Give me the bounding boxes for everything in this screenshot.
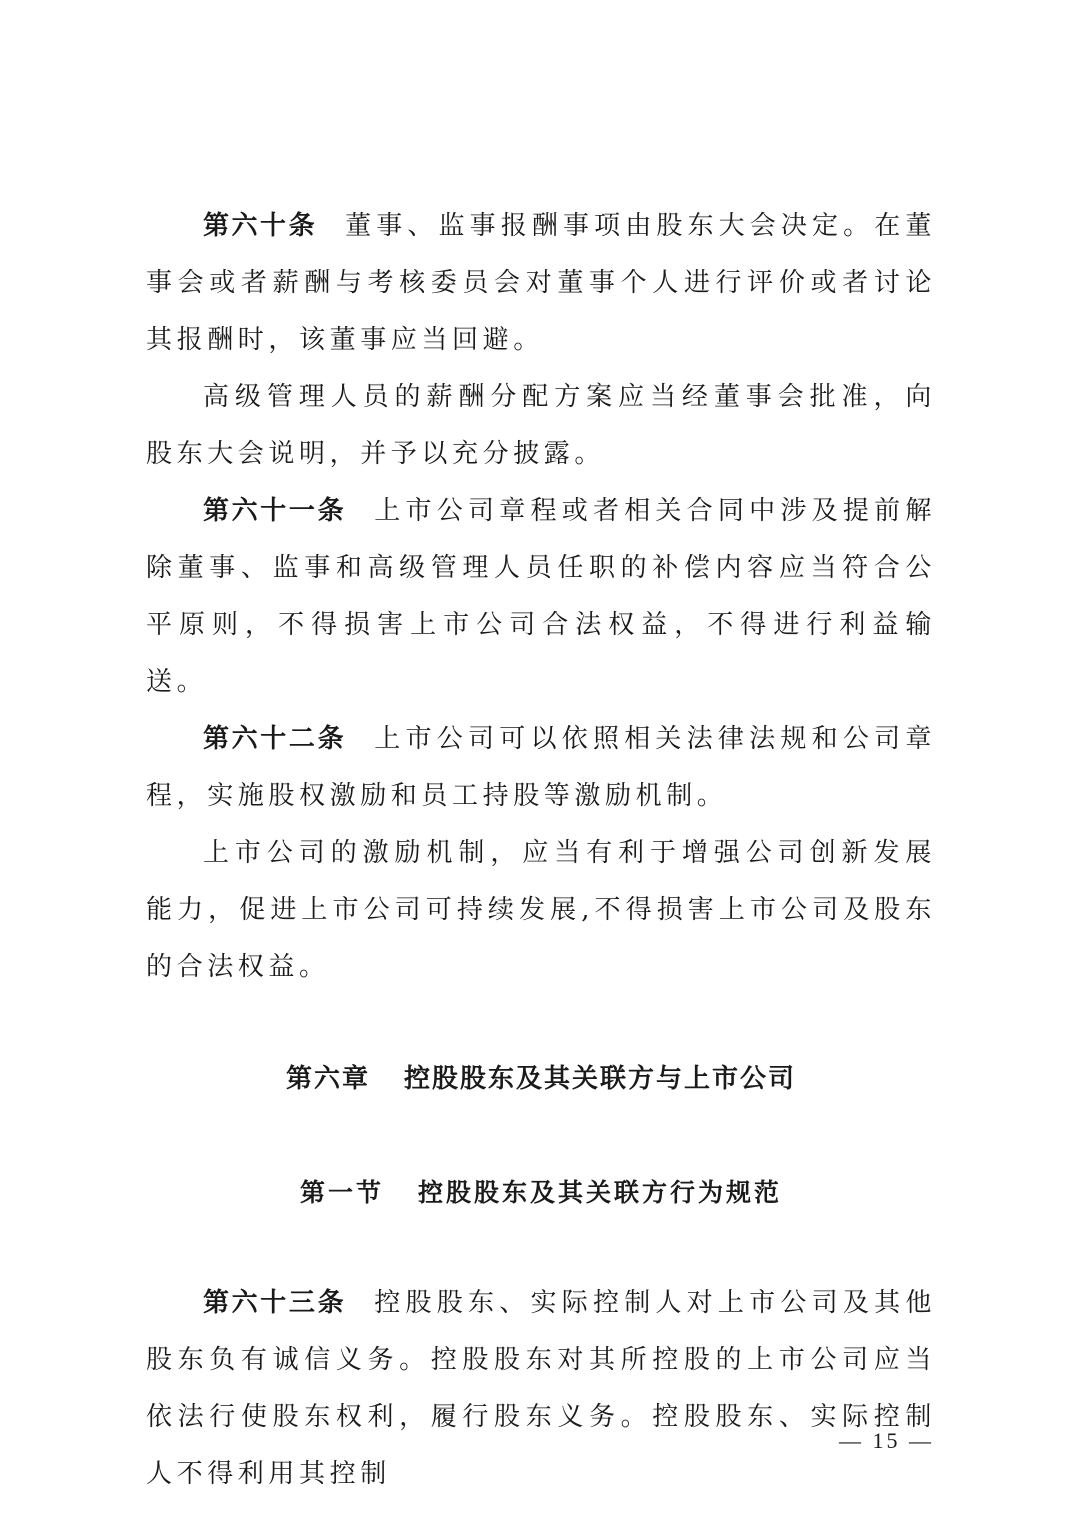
article-text: 董事、监事报酬事项由股东大会决定。在董事会或者薪酬与考核委员会对董事个人进行评价或者讨论其报酬时，该董事应当回避。	[146, 211, 936, 355]
article-label: 第六十三条	[203, 1288, 347, 1318]
page-number: — 15 —	[839, 1428, 934, 1453]
article-text: 上市公司可以依照相关法律法规和公司章程，实施股权激励和员工持股等激励机制。	[146, 724, 936, 811]
chapter-label: 第六章	[285, 1064, 370, 1094]
section-heading	[146, 1164, 936, 1221]
paragraph-text: 上市公司的激励机制，应当有利于增强公司创新发展能力，促进上市公司可持续发展,不得损害上市公司及股东的合法权益。	[146, 838, 936, 982]
chapter-heading	[146, 1051, 936, 1108]
article-text: 控股股东、实际控制人对上市公司及其他股东负有诚信义务。控股股东对其所控股的上市公司应当依法行使股东权利，履行股东义务。控股股东、实际控制人不得利用其控制	[146, 1288, 936, 1489]
article-62	[146, 711, 936, 825]
chapter-title: 控股股东及其关联方与上市公司	[404, 1064, 797, 1094]
article-63	[146, 1275, 936, 1503]
article-label: 第六十条	[203, 211, 318, 241]
article-label: 第六十一条	[203, 496, 347, 526]
section-title: 控股股东及其关联方行为规范	[418, 1178, 783, 1207]
paragraph-text: 高级管理人员的薪酬分配方案应当经董事会批准，向股东大会说明，并予以充分披露。	[146, 382, 936, 469]
article-61	[146, 483, 936, 711]
article-label: 第六十二条	[203, 724, 347, 754]
document-body	[146, 198, 936, 1503]
article-text: 上市公司章程或者相关合同中涉及提前解除董事、监事和高级管理人员任职的补偿内容应当符合公平原则，不得损害上市公司合法权益，不得进行利益输送。	[146, 496, 936, 697]
section-label: 第一节	[299, 1178, 384, 1207]
article-60-paragraph-2	[146, 369, 936, 483]
article-62-paragraph-2	[146, 825, 936, 996]
article-60	[146, 198, 936, 369]
